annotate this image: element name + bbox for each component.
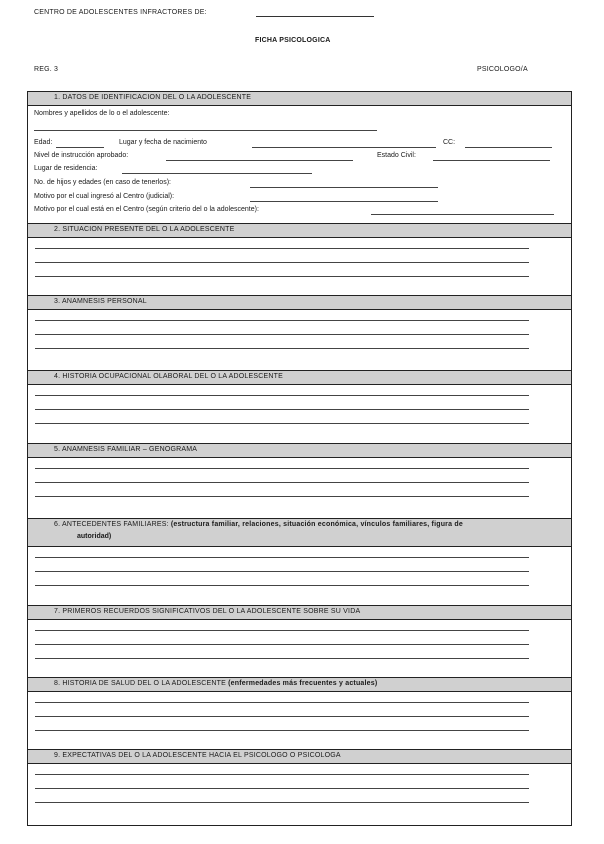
nombres-label: Nombres y apellidos de lo o el adolescente: xyxy=(34,110,170,117)
answer-line[interactable] xyxy=(35,730,529,731)
motivo-esta-field[interactable] xyxy=(371,214,554,215)
nivel-field[interactable] xyxy=(166,160,353,161)
section-5 xyxy=(28,443,571,519)
answer-line[interactable] xyxy=(35,468,529,469)
section-4-title: 4. HISTORIA OCUPACIONAL OLABORAL DEL O LA ADOLESCENTE xyxy=(54,373,283,380)
answer-line[interactable] xyxy=(35,802,529,803)
answer-line[interactable] xyxy=(35,716,529,717)
motivo-ingreso-label: Motivo por el cual ingresó al Centro (judicial): xyxy=(34,193,175,200)
nivel-label: Nivel de instrucción aprobado: xyxy=(34,152,129,159)
section-8-title: 8. HISTORIA DE SALUD DEL O LA ADOLESCENTE xyxy=(54,680,226,687)
answer-line[interactable] xyxy=(35,248,529,249)
answer-line[interactable] xyxy=(35,262,529,263)
section-6 xyxy=(28,518,571,606)
answer-line[interactable] xyxy=(35,702,529,703)
residencia-label: Lugar de residencia: xyxy=(34,165,98,172)
section-1-title: 1. DATOS DE IDENTIFICACION DEL O LA ADOLESCENTE xyxy=(54,94,252,101)
answer-line[interactable] xyxy=(35,320,529,321)
section-2 xyxy=(28,223,571,296)
answer-line[interactable] xyxy=(35,334,529,335)
section-9 xyxy=(28,749,571,827)
section-6-header xyxy=(28,519,571,547)
section-5-header xyxy=(28,444,571,458)
section-9-title: 9. EXPECTATIVAS DEL O LA ADOLESCENTE HACIA EL PSICOLOGO O PSICOLOGA xyxy=(54,752,341,759)
answer-line[interactable] xyxy=(35,482,529,483)
lugar-fecha-field[interactable] xyxy=(252,147,436,148)
section-8-detail: (enfermedades más frecuentes y actuales) xyxy=(228,680,378,687)
answer-line[interactable] xyxy=(35,774,529,775)
section-4 xyxy=(28,370,571,444)
answer-line[interactable] xyxy=(35,276,529,277)
answer-line[interactable] xyxy=(35,658,529,659)
section-4-header xyxy=(28,371,571,385)
edad-field[interactable] xyxy=(56,147,104,148)
centro-label: CENTRO DE ADOLESCENTES INFRACTORES DE: xyxy=(34,9,207,16)
motivo-esta-label: Motivo por el cual está en el Centro (según criterio del o la adolescente): xyxy=(34,206,259,213)
section-6-detail: (estructura familiar, relaciones, situación económica, vínculos familiares, figura de xyxy=(170,521,463,528)
answer-line[interactable] xyxy=(35,630,529,631)
nombres-field[interactable] xyxy=(34,130,377,131)
page-title: FICHA PSICOLOGICA xyxy=(255,37,331,44)
section-2-header xyxy=(28,224,571,238)
cc-field[interactable] xyxy=(465,147,552,148)
hijos-field[interactable] xyxy=(250,187,438,188)
centro-field[interactable] xyxy=(256,16,374,17)
section-7 xyxy=(28,605,571,678)
section-9-header xyxy=(28,750,571,764)
hijos-label: No. de hijos y edades (en caso de tenerlos): xyxy=(34,179,171,186)
answer-line[interactable] xyxy=(35,409,529,410)
answer-line[interactable] xyxy=(35,496,529,497)
estado-civil-label: Estado Civil: xyxy=(377,152,416,159)
section-3-header xyxy=(28,296,571,310)
answer-line[interactable] xyxy=(35,423,529,424)
answer-line[interactable] xyxy=(35,557,529,558)
section-3-title: 3. ANAMNESIS PERSONAL xyxy=(54,298,147,305)
section-7-title: 7. PRIMEROS RECUERDOS SIGNIFICATIVOS DEL O LA ADOLESCENTE SOBRE SU VIDA xyxy=(54,608,361,615)
section-1-header xyxy=(28,92,571,106)
answer-line[interactable] xyxy=(35,395,529,396)
lugar-fecha-label: Lugar y fecha de nacimiento xyxy=(119,139,207,146)
section-3 xyxy=(28,295,571,371)
psych-form xyxy=(27,91,572,826)
answer-line[interactable] xyxy=(35,644,529,645)
reg-number: REG. 3 xyxy=(34,66,59,73)
edad-label: Edad: xyxy=(34,139,53,146)
section-2-title: 2. SITUACION PRESENTE DEL O LA ADOLESCENTE xyxy=(54,226,235,233)
role-label: PSICOLOGO/A xyxy=(477,66,528,73)
section-8-header xyxy=(28,678,571,692)
section-5-title: 5. ANAMNESIS FAMILIAR – GENOGRAMA xyxy=(54,446,198,453)
motivo-ingreso-field[interactable] xyxy=(250,201,438,202)
section-6-title: 6. ANTECEDENTES FAMILIARES: xyxy=(54,521,169,528)
section-7-header xyxy=(28,606,571,620)
section-8 xyxy=(28,677,571,750)
answer-line[interactable] xyxy=(35,585,529,586)
answer-line[interactable] xyxy=(35,788,529,789)
section-6-detail-cont: autoridad) xyxy=(77,533,112,540)
cc-label: CC: xyxy=(443,139,456,146)
answer-line[interactable] xyxy=(35,571,529,572)
answer-line[interactable] xyxy=(35,348,529,349)
residencia-field[interactable] xyxy=(122,173,312,174)
estado-civil-field[interactable] xyxy=(433,160,550,161)
